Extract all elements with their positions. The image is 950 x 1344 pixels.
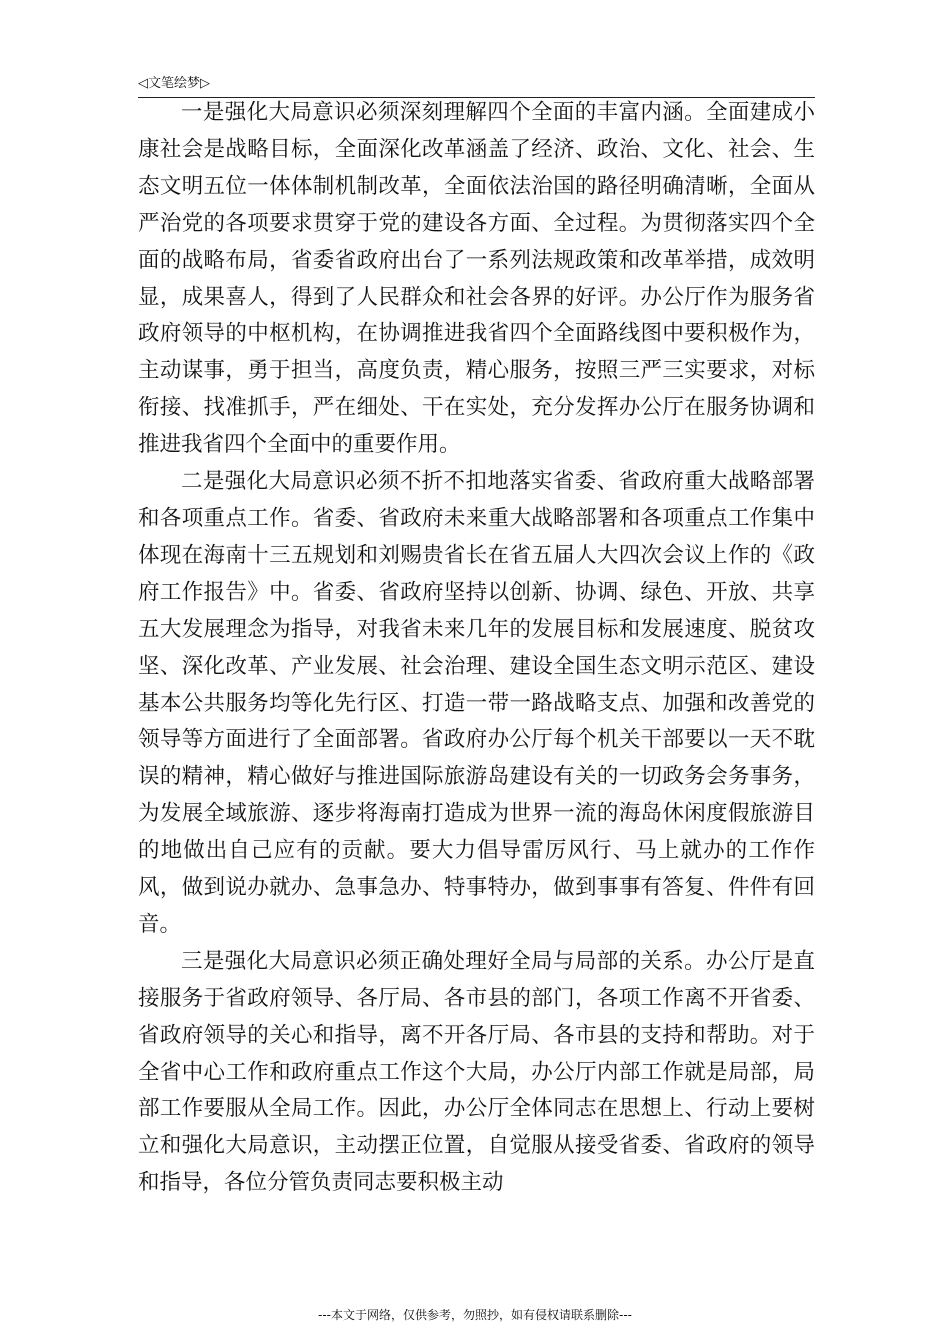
paragraph-3: 三是强化大局意识必须正确处理好全局与局部的关系。办公厅是直接服务于省政府领导、各厅局、各市县的部门，各项工作离不开省委、省政府领导的关心和指导，离不开各厅局、各市县的支持和帮助。对于全省中心工作和政府重点工作这个大局，办公厅内部工作就是局部，局部工作要服从全局工作。因此，办公厅全体同志在思想上、行动上要树立和强化大局意识，主动摆正位置，自觉服从接受省委、省政府的领导和指导，各位分管负责同志要积极主动 xyxy=(138,948,815,1196)
paragraph-2: 二是强化大局意识必须不折不扣地落实省委、省政府重大战略部署和各项重点工作。省委、省政府未来重大战略部署和各项重点工作集中体现在海南十三五规划和刘赐贵省长在省五届人大四次会议上作的《政府工作报告》中。省委、省政府坚持以创新、协调、绿色、开放、共享五大发展理念为指导，对我省未来几年的发展目标和发展速度、脱贫攻坚、深化改革、产业发展、社会治理、建设全国生态文明示范区、建设基本公共服务均等化先行区、打造一带一路战略支点、加强和改善党的领导等方面进行了全面部署。省政府办公厅每个机关干部要以一天不耽误的精神，精心做好与推进国际旅游岛建设有关的一切政务会务事务，为发展全域旅游、逐步将海南打造成为世界一流的海岛休闲度假旅游目的地做出自己应有的贡献。要大力倡导雷厉风行、马上就办的工作作风，做到说办就办、急事急办、特事特办，做到事事有答复、件件有回音。 xyxy=(138,469,815,937)
paragraph-1: 一是强化大局意识必须深刻理解四个全面的丰富内涵。全面建成小康社会是战略目标，全面深化改革涵盖了经济、政治、文化、社会、生态文明五位一体体制机制改革，全面依法治国的路径明确清晰，全面从严治党的各项要求贯穿于党的建设各方面、全过程。为贯彻落实四个全面的战略布局，省委省政府出台了一系列法规政策和改革举措，成效明显，成果喜人，得到了人民群众和社会各界的好评。办公厅作为服务省政府领导的中枢机构，在协调推进我省四个全面路线图中要积极作为，主动谋事，勇于担当，高度负责，精心服务，按照三严三实要求，对标衔接、找准抓手，严在细处、干在实处，充分发挥办公厅在服务协调和推进我省四个全面中的重要作用。 xyxy=(138,100,815,458)
document-body xyxy=(138,95,815,1202)
document-header-label: ◁文笔绘梦▷ xyxy=(138,76,210,91)
footer-disclaimer: ---本文于网络，仅供参考，勿照抄，如有侵权请联系删除--- xyxy=(318,1308,632,1322)
